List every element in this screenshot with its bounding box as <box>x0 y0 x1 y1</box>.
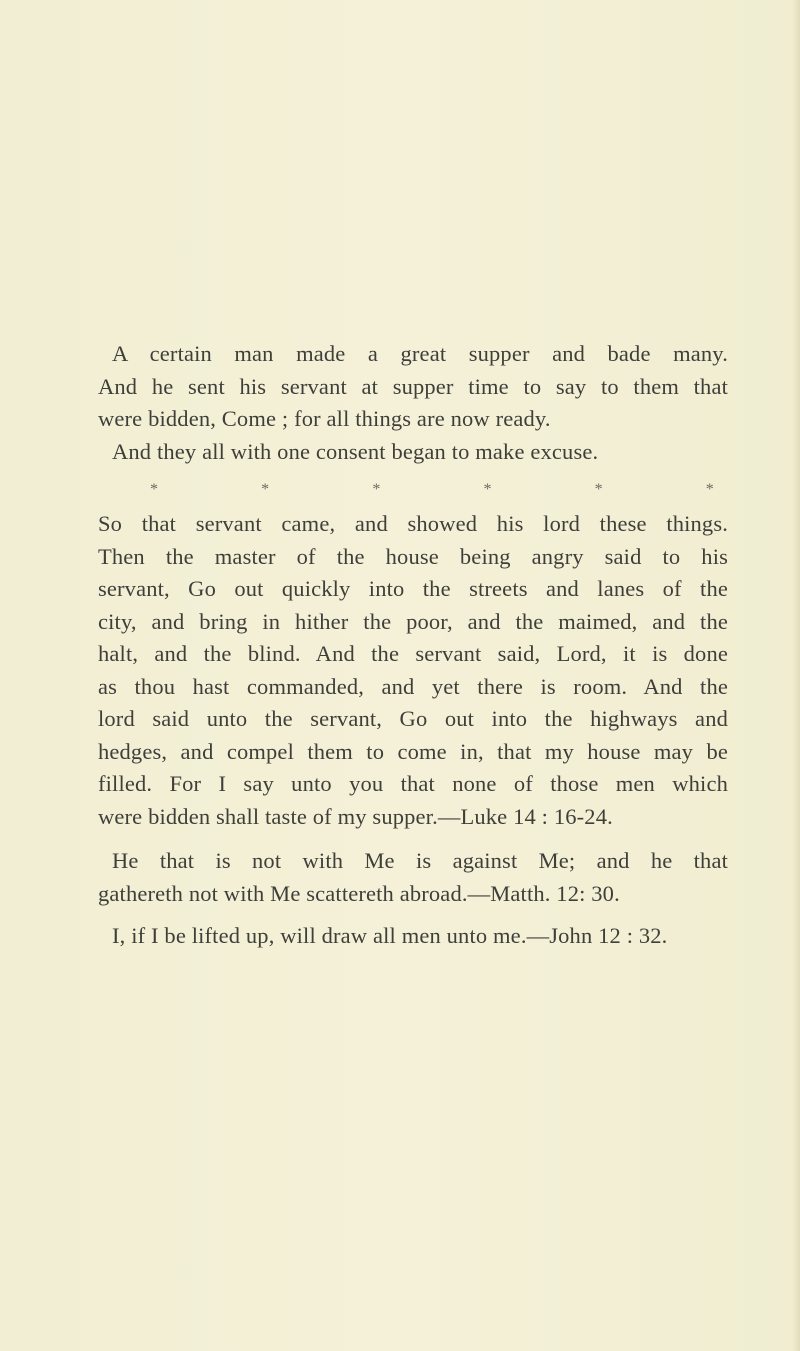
text-line: I, if I be lifted up, will draw all men unto me.—John 12 : 32. <box>112 923 668 948</box>
text-line: He that is not with Me is against Me; and he that <box>112 848 728 873</box>
paragraph-lifted-up <box>98 920 728 953</box>
text-line: And he sent his servant at supper time to say to them that <box>98 373 728 399</box>
text-line: were bidden, Come ; for all things are now ready. <box>98 406 551 431</box>
text-line: halt, and the blind. And the servant said, Lord, it is done <box>98 641 728 666</box>
text-line: filled. For I say unto you that none of those men which <box>98 771 728 796</box>
text-line: as thou hast commanded, and yet there is room. And the <box>98 673 728 699</box>
separator-star: * <box>483 481 492 498</box>
separator-star: * <box>372 481 381 498</box>
text-line: were bidden shall taste of my supper.—Luke 14 : 16-24. <box>98 803 613 829</box>
text-line: So that servant came, and showed his lord these things. <box>98 511 728 536</box>
text-line: servant, Go out quickly into the streets and lanes of the <box>98 576 728 601</box>
scripture-text-block <box>98 338 728 953</box>
text-line: city, and bring in hither the poor, and the maimed, and the <box>98 608 728 634</box>
separator-star: * <box>261 481 270 498</box>
paragraph-supper <box>98 338 728 468</box>
text-line: lord said unto the servant, Go out into the highways and <box>98 706 728 731</box>
text-line: And they all with one consent began to make excuse. <box>112 438 599 464</box>
paragraph-against-me <box>98 845 728 910</box>
page-edge-shadow <box>792 0 800 1351</box>
text-line: A certain man made a great supper and bade many. <box>112 341 728 366</box>
text-line: gathereth not with Me scattereth abroad.—Matth. 12: 30. <box>98 880 620 906</box>
separator-star: * <box>594 481 603 498</box>
text-line: hedges, and compel them to come in, that my house may be <box>98 738 728 764</box>
star-separator <box>98 480 728 500</box>
separator-star: * <box>705 481 714 498</box>
paragraph-servant <box>98 508 728 833</box>
separator-star: * <box>150 481 159 498</box>
text-line: Then the master of the house being angry said to his <box>98 543 728 569</box>
